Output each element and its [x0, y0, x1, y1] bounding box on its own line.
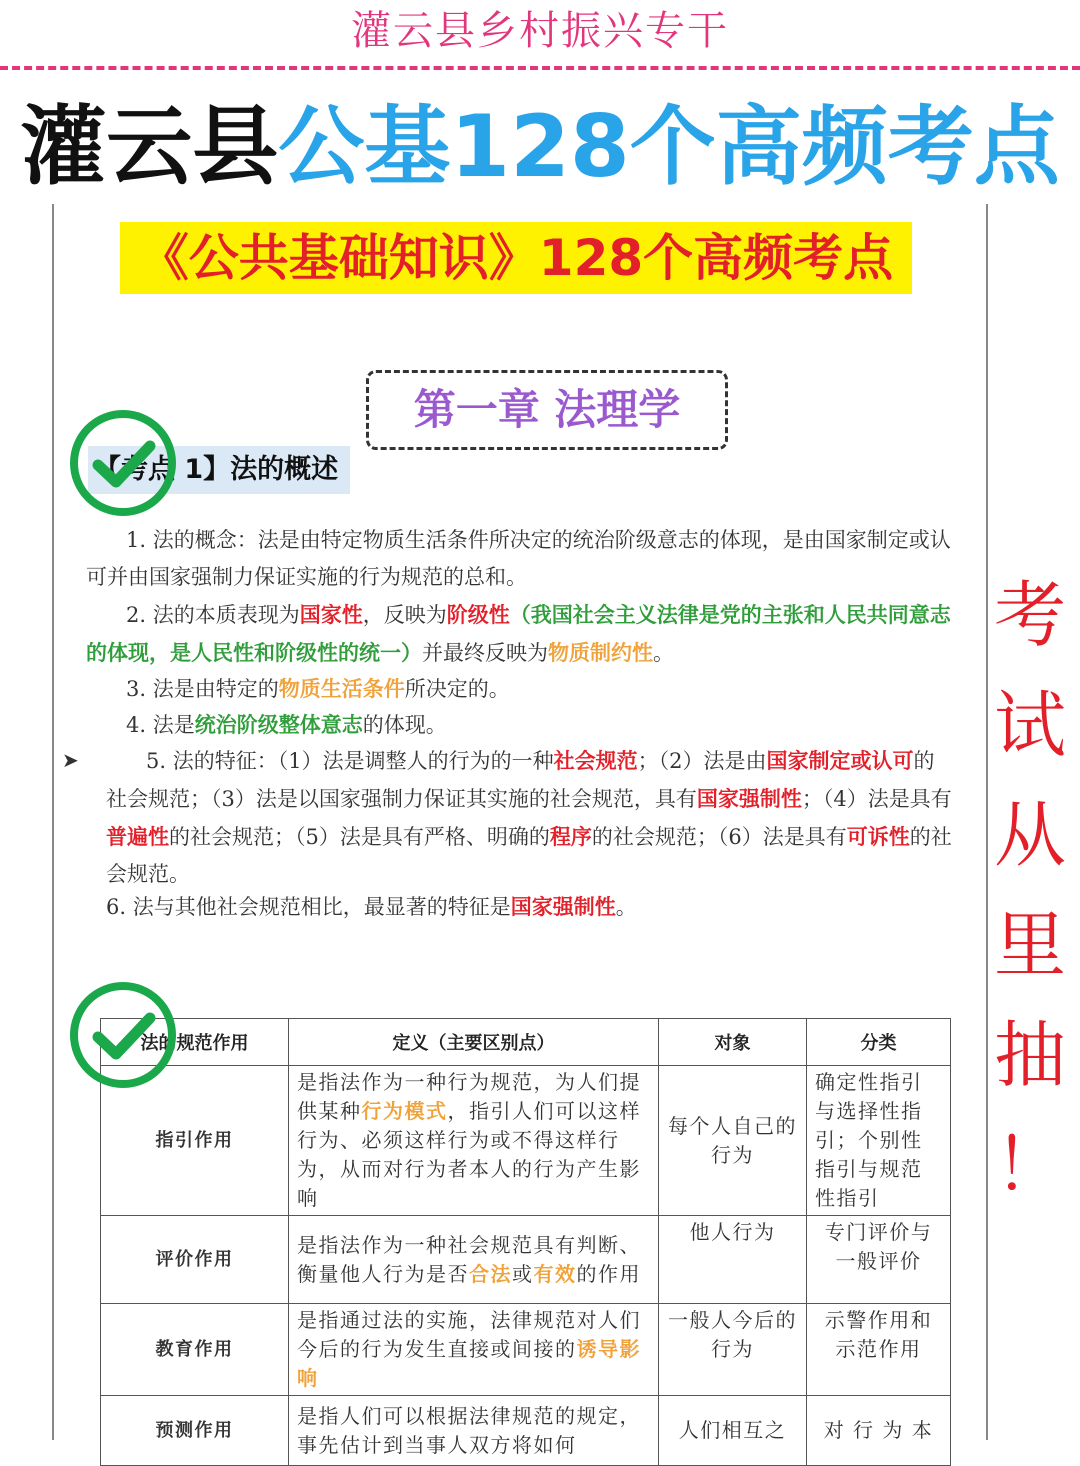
- row-name: 评价作用: [101, 1216, 289, 1304]
- section-heading: 【考点 1】法的概述: [94, 454, 339, 485]
- main-title-county: 灌云县: [20, 97, 279, 197]
- green-check-icon: [68, 408, 178, 518]
- paragraph-1: 1. 法的概念：法是由特定物质生活条件所决定的统治阶级意志的体现，是由国家制定或认可并由国家强制力保证实施的行为规范的总和。: [86, 528, 951, 589]
- paragraph-6: 6. 法与其他社会规范相比，最显著的特征是国家强制性。: [106, 894, 637, 919]
- table-row: [101, 1396, 951, 1466]
- table-header: 定义（主要区别点）: [289, 1019, 659, 1066]
- row-definition: 是指通过法的实施，法律规范对人们今后的行为发生直接或间接的诱导影响: [289, 1304, 659, 1396]
- paragraph-3: 3. 法是由特定的物质生活条件所决定的。: [126, 676, 510, 701]
- document-right-border: [986, 204, 988, 1440]
- table-header: 对象: [659, 1019, 807, 1066]
- table-row: [101, 1304, 951, 1396]
- row-category: 确定性指引与选择性指引；个别性指引与规范性指引: [807, 1066, 951, 1216]
- row-object: 一般人今后的行为: [659, 1304, 807, 1396]
- side-slogan: 考 试 从 里 抽 ！: [993, 573, 1066, 1207]
- main-title: [0, 92, 1080, 202]
- paragraph-2: 2. 法的本质表现为国家性，反映为阶级性（我国社会主义法律是党的主张和人民共同意志的体现，是人民性和阶级性的统一）并最终反映为物质制约性。: [86, 602, 951, 665]
- row-name: 指引作用: [101, 1066, 289, 1216]
- row-category: 对 行 为 本: [807, 1396, 951, 1466]
- row-category: 示警作用和示范作用: [807, 1304, 951, 1396]
- row-category: 专门评价与一般评价: [807, 1216, 951, 1304]
- row-definition: 是指法作为一种社会规范具有判断、衡量他人行为是否合法或有效的作用: [289, 1216, 659, 1304]
- row-object: 他人行为: [659, 1216, 807, 1304]
- table-row: [101, 1216, 951, 1304]
- norm-functions-table: [100, 1018, 951, 1466]
- table-header: 分类: [807, 1019, 951, 1066]
- table-row: [101, 1066, 951, 1216]
- pink-dashed-divider: [0, 66, 1080, 70]
- document-banner: 《公共基础知识》128个高频考点: [120, 222, 912, 294]
- main-title-subject: 公基128个高频考点: [278, 97, 1060, 197]
- bullet-arrow-icon: ➤: [62, 748, 79, 772]
- top-banner-title: 灌云县乡村振兴专干: [351, 8, 729, 54]
- paragraph-5: 5. 法的特征：（1）法是调整人的行为的一种社会规范；（2）法是由国家制定或认可的社会规范；（3）法是以国家强制力保证其实施的社会规范，具有国家强制性；（4）法是具有普遍性的社会规范；（5）法是具有严格、明确的程序的社会规范；（6）法是具有可诉性的社会规范。: [106, 748, 952, 886]
- table-header-row: [101, 1019, 951, 1066]
- chapter-title: 第一章 法理学: [366, 370, 728, 450]
- document-left-border: [52, 204, 54, 1440]
- green-check-icon: [68, 980, 178, 1090]
- paragraph-4: 4. 法是统治阶级整体意志的体现。: [126, 712, 447, 737]
- row-definition: 是指法作为一种行为规范，为人们提供某种行为模式，指引人们可以这样行为、必须这样行为或不得这样行为，从而对行为者本人的行为产生影响: [289, 1066, 659, 1216]
- table-header: 法的规范作用: [101, 1019, 289, 1066]
- row-object: 每个人自己的行为: [659, 1066, 807, 1216]
- row-object: 人们相互之: [659, 1396, 807, 1466]
- row-name: 预测作用: [101, 1396, 289, 1466]
- row-definition: 是指人们可以根据法律规范的规定，事先估计到当事人双方将如何: [289, 1396, 659, 1466]
- row-name: 教育作用: [101, 1304, 289, 1396]
